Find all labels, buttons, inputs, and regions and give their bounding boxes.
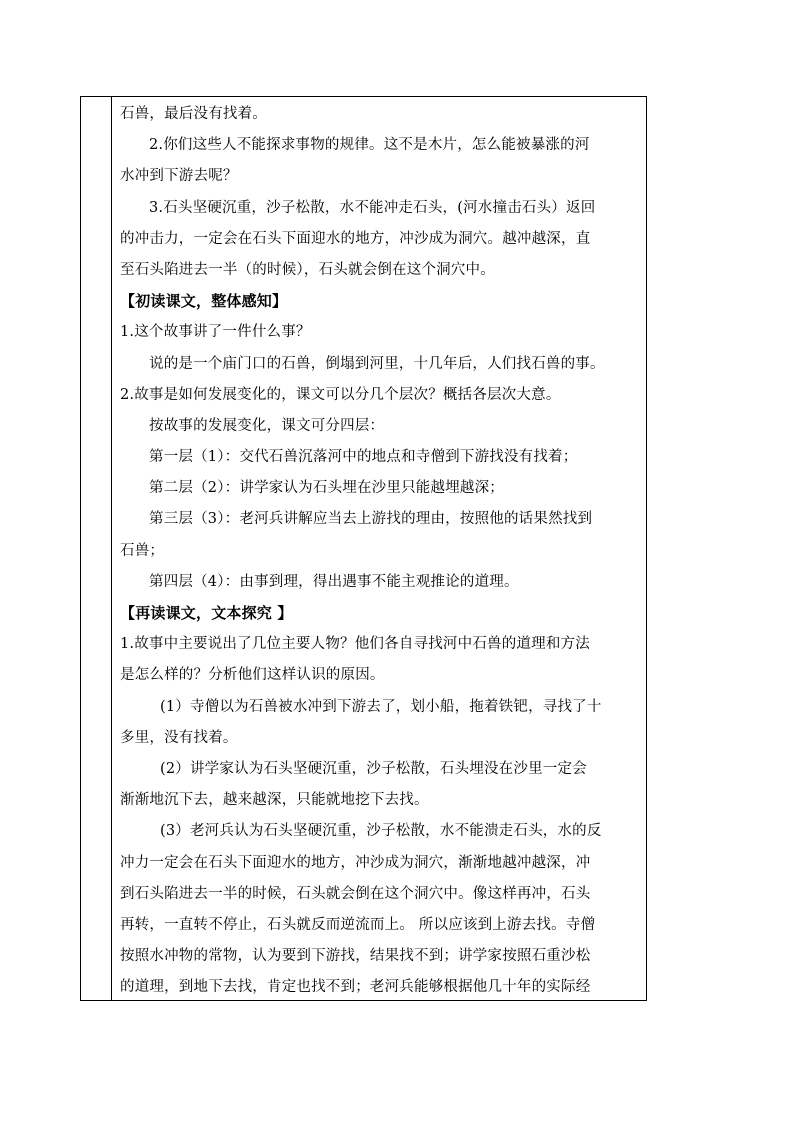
text-line: (2）讲学家认为石头坚硬沉重，沙子松散，石头埋没在沙里一定会 — [160, 760, 587, 777]
text-line: 的冲击力，一定会在石头下面迎水的地方，冲沙成为洞穴。越冲越深，直 — [120, 230, 591, 247]
section-heading: 【再读课文，文本探究 】 — [120, 604, 293, 622]
text-line: 的道理，到地下去找，肯定也找不到；老河兵能够根据他几十年的实际经 — [120, 979, 591, 996]
text-line: 第一层（1）：交代石兽沉落河中的地点和寺僧到下游找没有找着； — [149, 449, 578, 466]
text-line: 石兽； — [120, 542, 165, 559]
section-heading: 【初读课文，整体感知】 — [120, 292, 288, 311]
text-line: 说的是一个庙门口的石兽，倒塌到河里，十几年后，人们找石兽的事。 — [149, 355, 605, 372]
text-line: 3.石头坚硬沉重，沙子松散，水不能冲走石头，(河水撞击石头）返回 — [149, 199, 596, 216]
text-line: 2.故事是如何发展变化的，课文可以分几个层次？概括各层次大意。 — [120, 386, 561, 403]
text-line: (1）寺僧以为石兽被水冲到下游去了，划小船，拖着铁钯，寻找了十 — [160, 698, 602, 715]
text-line: 1.这个故事讲了一件什么事？ — [120, 324, 311, 341]
text-line: 多里，没有找着。 — [120, 729, 238, 746]
left-column-cell — [81, 97, 112, 1000]
content-cell — [120, 99, 640, 1003]
text-line: 第三层（3）：老河兵讲解应当去上游找的理由，按照他的话果然找到 — [149, 511, 593, 528]
table-frame — [80, 96, 647, 1001]
text-line: 石兽，最后没有找着。 — [120, 106, 267, 122]
text-line: (3）老河兵认为石头坚硬沉重，沙子松散，水不能溃走石头，水的反 — [160, 823, 602, 840]
text-line: 至石头陷进去一半（的时候），石头就会倒在这个洞穴中。 — [120, 261, 495, 278]
text-line: 按故事的发展变化，课文可分四层： — [149, 417, 385, 434]
text-line: 按照水冲物的常物，认为要到下游找，结果找不到；讲学家按照石重沙松 — [120, 948, 591, 965]
text-line: 冲力一定会在石头下面迎水的地方，冲沙成为洞穴，渐渐地越冲越深，冲 — [120, 854, 591, 871]
text-line: 再转，一直转不停止，石头就反而逆流而上。 所以应该到上游去找。寺僧 — [120, 916, 596, 933]
text-line: 2.你们这些人不能探求事物的规律。这不是木片，怎么能被暴涨的河 — [149, 137, 590, 154]
text-line: 到石头陷进去一半的时候，石头就会倒在这个洞穴中。像这样再冲，石头 — [120, 885, 591, 902]
text-line: 第二层（2）：讲学家认为石头埋在沙里只能越埋越深； — [149, 480, 504, 497]
text-line: 水冲到下游去呢？ — [120, 168, 238, 185]
text-line: 第四层（4）：由事到理，得出遇事不能主观推论的道理。 — [149, 573, 519, 590]
text-line: 渐渐地沉下去，越来越深，只能就地挖下去找。 — [120, 792, 429, 809]
text-line: 是怎么样的？分析他们这样认识的原因。 — [120, 667, 385, 684]
text-line: 1.故事中主要说出了几位主要人物？他们各自寻找河中石兽的道理和方法 — [120, 636, 590, 653]
